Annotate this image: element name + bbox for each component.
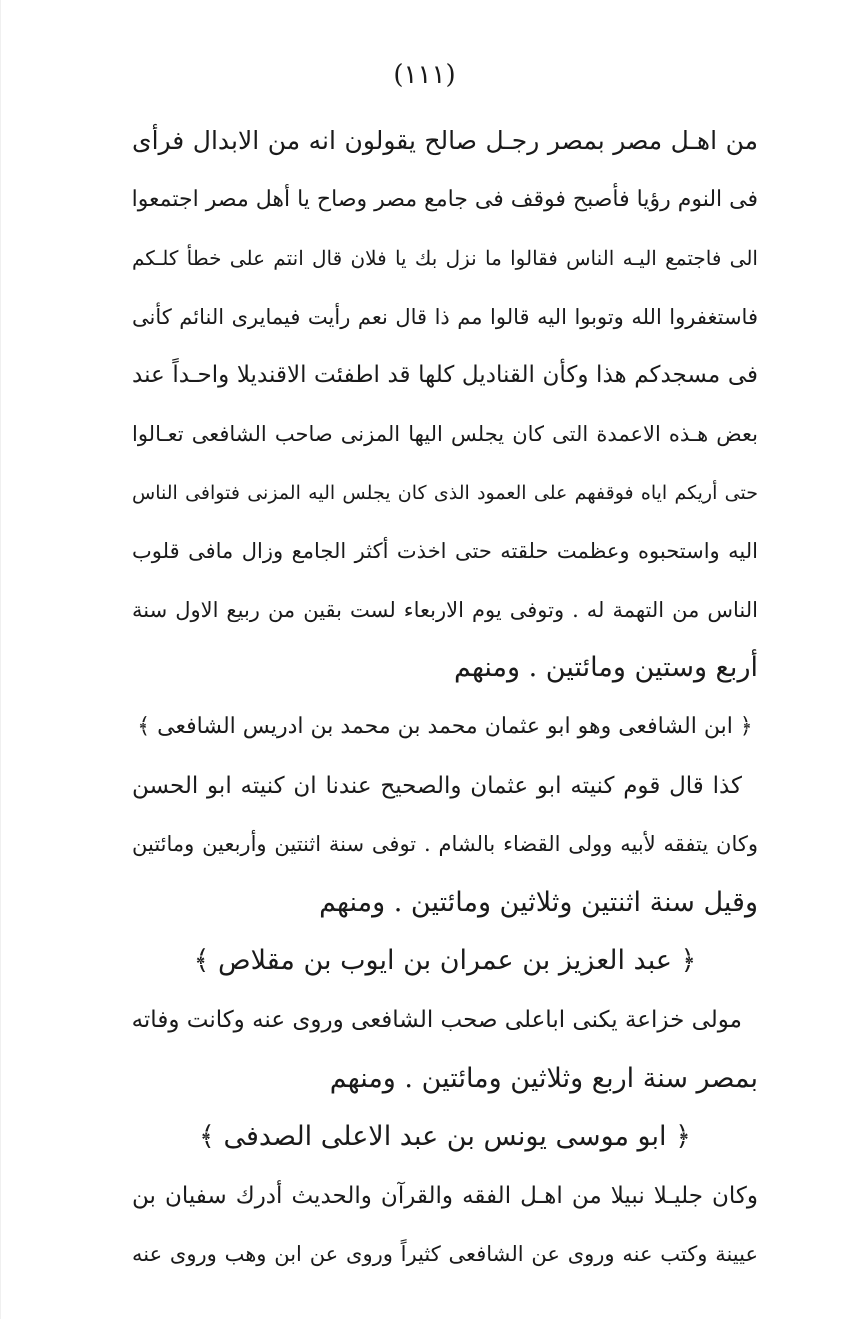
text-line: من اهـل مصر بمصر رجـل صالح يقولون انه من الابدال فرأى bbox=[132, 126, 758, 155]
page-body bbox=[132, 112, 758, 1284]
section-heading: ﴿ ابو موسى يونس بن عبد الاعلى الصدفى ﴾ bbox=[199, 1121, 691, 1153]
section-heading: ﴿ ابن الشافعى وهو ابو عثمان محمد بن محمد بن ادريس الشافعى ﴾ bbox=[137, 713, 753, 739]
text-line: حتى أريكم اياه فوقفهم على العمود الذى كان يجلس اليه المزنى فتوافى الناس bbox=[132, 481, 758, 504]
section-heading: ﴿ عبد العزيز بن عمران بن ايوب بن مقلاص ﴾ bbox=[193, 945, 697, 977]
text-line: أربع وستين ومائتين . ومنهم bbox=[453, 652, 758, 684]
text-line: بمصر سنة اربع وثلاثين ومائتين . ومنهم bbox=[329, 1062, 758, 1094]
text-line: فى مسجدكم هذا وكأن القناديل كلها قد اطفئت الاقنديلا واحـداً عند bbox=[132, 362, 758, 389]
text-line: عيينة وكتب عنه وروى عن الشافعى كثيراً وروى عن ابن وهب وروى عنه bbox=[132, 1242, 758, 1267]
text-line: اليه واستحبوه وعظمت حلقته حتى اخذت أكثر الجامع وزال مافى قلوب bbox=[132, 539, 758, 564]
page-number: (١١١) bbox=[393, 60, 456, 90]
text-line: فى النوم رؤيا فأصبح فوقف فى جامع مصر وصاح يا أهل مصر اجتمعوا bbox=[131, 186, 758, 212]
text-line: كذا قال قوم كنيته ابو عثمان والصحيح عندنا ان كنيته ابو الحسن bbox=[132, 772, 742, 799]
text-line: مولى خزاعة يكنى اباعلى صحب الشافعى وروى عنه وكانت وفاته bbox=[131, 1006, 742, 1033]
text-line: فاستغفروا الله وتوبوا اليه قالوا مم ذا قال نعم رأيت فيمايرى النائم كأنى bbox=[132, 304, 758, 329]
text-line: وكان جليـلا نبيلا من اهـل الفقه والقرآن والحديث أدرك سفيان بن bbox=[132, 1182, 758, 1209]
text-line: وقيل سنة اثنتين وثلاثين ومائتين . ومنهم bbox=[319, 886, 758, 918]
text-line: الناس من التهمة له . وتوفى يوم الاربعاء لست بقين من ربيع الاول سنة bbox=[132, 597, 758, 622]
text-line: بعض هـذه الاعمدة التى كان يجلس اليها المزنى صاحب الشافعى تعـالوا bbox=[132, 421, 758, 446]
text-line: وكان يتفقه لأبيه وولى القضاء بالشام . توفى سنة اثنتين وأربعين ومائتين bbox=[132, 832, 758, 857]
text-line: الى فاجتمع اليـه الناس فقالوا ما نزل بك يا فلان قال انتم على خطأ كلـكم bbox=[132, 246, 758, 271]
